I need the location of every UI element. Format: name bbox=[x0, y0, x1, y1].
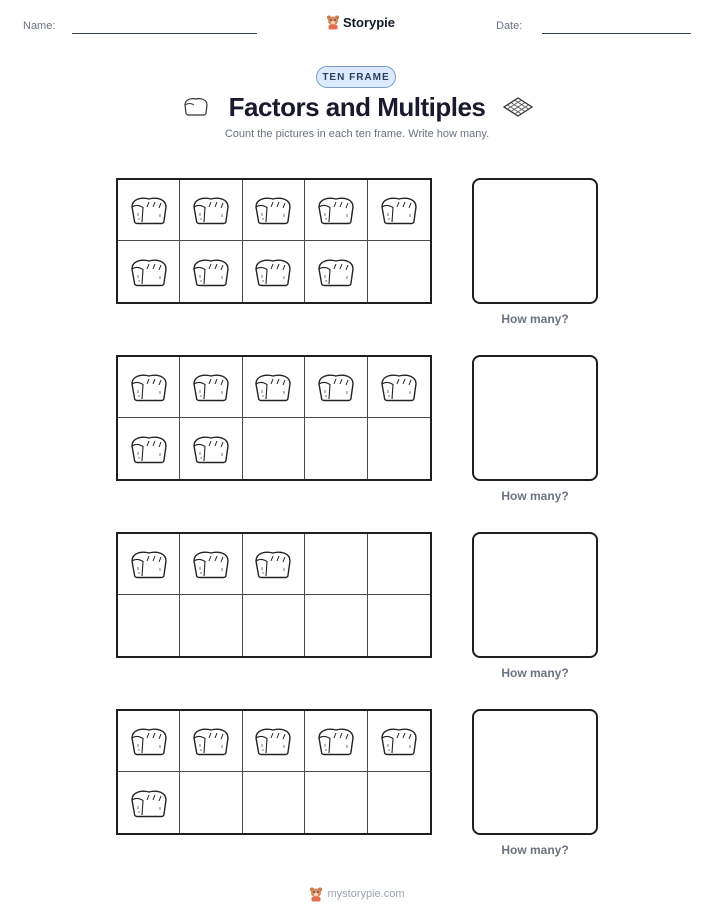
bear-logo-icon bbox=[309, 886, 323, 902]
bread-loaf-icon bbox=[129, 788, 169, 818]
bread-loaf-icon bbox=[379, 372, 419, 402]
ten-frame-cell bbox=[180, 772, 242, 833]
bread-loaf-icon bbox=[191, 549, 231, 579]
ten-frame-cell bbox=[243, 534, 305, 595]
how-many-label: How many? bbox=[501, 312, 569, 326]
answer-box[interactable] bbox=[472, 532, 598, 658]
footer-url: mystorypie.com bbox=[327, 888, 405, 900]
ten-frame-cell bbox=[368, 595, 430, 656]
bread-loaf-icon bbox=[191, 257, 231, 287]
ten-frame-cell bbox=[305, 180, 367, 241]
name-line[interactable] bbox=[72, 33, 257, 34]
ten-frame-cell bbox=[180, 241, 242, 302]
ten-frame-cell bbox=[118, 357, 180, 418]
bread-loaf-icon bbox=[129, 726, 169, 756]
ten-frame bbox=[116, 355, 432, 481]
bread-loaf-icon bbox=[191, 434, 231, 464]
answer-box[interactable] bbox=[472, 355, 598, 481]
date-label: Date: bbox=[496, 20, 523, 32]
bread-loaf-icon bbox=[253, 372, 293, 402]
bear-logo-icon bbox=[326, 14, 340, 30]
ten-frame bbox=[116, 178, 432, 304]
bread-loaf-icon bbox=[253, 195, 293, 225]
ten-frame-badge: TEN FRAME bbox=[316, 66, 396, 88]
bread-loaf-icon bbox=[191, 195, 231, 225]
ten-frame-cell bbox=[368, 772, 430, 833]
ten-frame-cell bbox=[368, 418, 430, 479]
ten-frame-cell bbox=[180, 711, 242, 772]
ten-frame-cell bbox=[243, 357, 305, 418]
ten-frame-cell bbox=[243, 772, 305, 833]
ten-frame-cell bbox=[243, 180, 305, 241]
bread-loaf-icon bbox=[129, 372, 169, 402]
ten-frame-cell bbox=[180, 595, 242, 656]
brand-name: Storypie bbox=[343, 14, 396, 30]
bread-loaf-icon bbox=[129, 257, 169, 287]
ten-frame-cell bbox=[368, 534, 430, 595]
ten-frame-cell bbox=[368, 357, 430, 418]
bread-loaf-icon bbox=[191, 726, 231, 756]
instructions: Count the pictures in each ten frame. Write how many. bbox=[224, 128, 490, 140]
ten-frame-cell bbox=[305, 772, 367, 833]
ten-frame-cell bbox=[180, 357, 242, 418]
bread-loaf-icon bbox=[379, 195, 419, 225]
ten-frame-cell bbox=[118, 595, 180, 656]
ten-frame-cell bbox=[305, 418, 367, 479]
name-label: Name: bbox=[23, 20, 56, 32]
ten-frame-cell bbox=[243, 241, 305, 302]
ten-frame-cell bbox=[243, 595, 305, 656]
ten-frame-cell bbox=[180, 418, 242, 479]
ten-frame-cell bbox=[118, 241, 180, 302]
bread-loaf-icon bbox=[129, 549, 169, 579]
bread-loaf-icon bbox=[316, 257, 356, 287]
ten-frame-cell bbox=[305, 595, 367, 656]
ten-frame-cell bbox=[118, 711, 180, 772]
ten-frame-cell bbox=[305, 241, 367, 302]
bread-loaf-icon bbox=[316, 372, 356, 402]
ten-frame-cell bbox=[118, 180, 180, 241]
bread-loaf-icon bbox=[129, 434, 169, 464]
date-line[interactable] bbox=[542, 33, 691, 34]
brand-logo bbox=[326, 14, 395, 30]
ten-frame bbox=[116, 709, 432, 835]
bread-loaf-icon bbox=[129, 195, 169, 225]
ten-frame bbox=[116, 532, 432, 658]
ten-frame-cell bbox=[180, 180, 242, 241]
answer-box[interactable] bbox=[472, 178, 598, 304]
bread-loaf-icon bbox=[316, 726, 356, 756]
bread-loaf-icon bbox=[191, 372, 231, 402]
bread-loaf-icon bbox=[253, 726, 293, 756]
ten-frame-cell bbox=[368, 180, 430, 241]
ten-frame-cell bbox=[243, 418, 305, 479]
ten-frame-cell bbox=[368, 241, 430, 302]
bread-loaf-icon bbox=[253, 257, 293, 287]
page-title: Factors and Multiples bbox=[228, 92, 486, 122]
answer-box[interactable] bbox=[472, 709, 598, 835]
ten-frame-cell bbox=[368, 711, 430, 772]
ten-frame-cell bbox=[305, 357, 367, 418]
ten-frame-cell bbox=[305, 711, 367, 772]
ten-frame-cell bbox=[118, 534, 180, 595]
ten-frame-cell bbox=[305, 534, 367, 595]
bread-loaf-icon bbox=[316, 195, 356, 225]
ten-frame-cell bbox=[118, 418, 180, 479]
bread-loaf-icon bbox=[253, 549, 293, 579]
bread-loaf-icon bbox=[379, 726, 419, 756]
ten-frame-cell bbox=[118, 772, 180, 833]
waffle-icon bbox=[502, 96, 534, 118]
ten-frame-cell bbox=[180, 534, 242, 595]
how-many-label: How many? bbox=[501, 666, 569, 680]
how-many-label: How many? bbox=[501, 843, 569, 857]
ten-frame-cell bbox=[243, 711, 305, 772]
footer bbox=[0, 886, 714, 902]
how-many-label: How many? bbox=[501, 489, 569, 503]
